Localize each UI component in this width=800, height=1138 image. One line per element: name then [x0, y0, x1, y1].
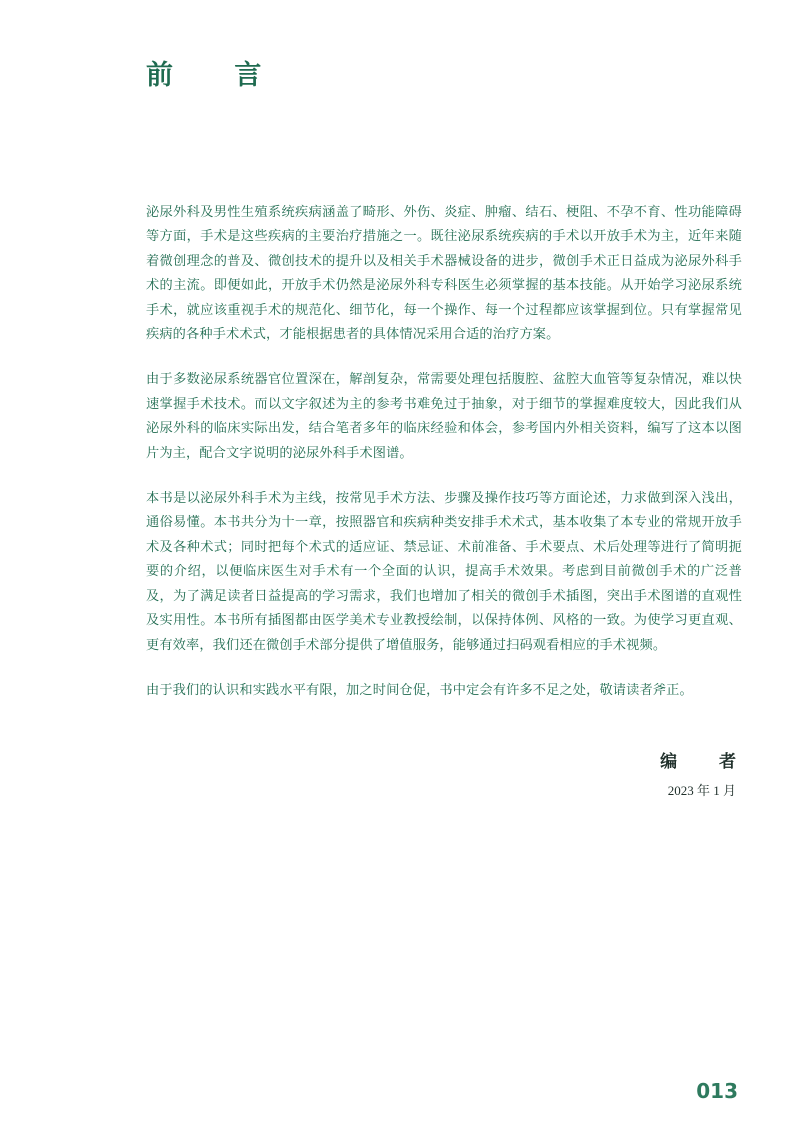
paragraph: 由于多数泌尿系统器官位置深在，解剖复杂，常需要处理包括腹腔、盆腔大血管等复杂情况，难以快速掌握手术技术。而以文字叙述为主的参考书难免过于抽象，对于细节的掌握难度较大，因此我们从泌尿外科的临床实际出发，结合笔者多年的临床经验和体会，参考国内外相关资料，编写了这本以图片为主，配合文字说明的泌尿外科手术图谱。: [146, 372, 742, 461]
paragraph: 由于我们的认识和实践水平有限，加之时间仓促，书中定会有许多不足之处，敬请读者斧正。: [146, 682, 693, 698]
author-label: 编 者: [660, 752, 754, 772]
paragraph: 本书是以泌尿外科手术为主线，按常见手术方法、步骤及操作技巧等方面论述，力求做到深入浅出，通俗易懂。本书共分为十一章，按照器官和疾病种类安排手术术式，基本收集了本专业的常规开放手术及各种术式；同时把每个术式的适应证、禁忌证、术前准备、手术要点、术后处理等进行了简明扼要的介绍，以便临床医生对手术有一个全面的认识，提高手术效果。考虑到目前微创手术的广泛普及，为了满足读者日益提高的学习需求，我们也增加了相关的微创手术插图，突出手术图谱的直观性及实用性。本书所有插图都由医学美术专业教授绘制，以保持体例、风格的一致。为使学习更直观、更有效率，我们还在微创手术部分提供了增值服务，能够通过扫码观看相应的手术视频。: [146, 491, 742, 653]
preface-body: [146, 201, 742, 703]
date-label: 2023 年 1 月: [667, 783, 736, 798]
page-number: 013: [696, 1079, 738, 1103]
paragraph: 泌尿外科及男性生殖系统疾病涵盖了畸形、外伤、炎症、肿瘤、结石、梗阻、不孕不育、性功能障碍等方面，手术是这些疾病的主要治疗措施之一。既往泌尿系统疾病的手术以开放手术为主，近年来随着微创理念的普及、微创技术的提升以及相关手术器械设备的进步，微创手术正日益成为泌尿外科手术的主流。即便如此，开放手术仍然是泌尿外科专科医生必须掌握的基本技能。从开始学习泌尿系统手术，就应该重视手术的规范化、细节化，每一个操作、每一个过程都应该掌握到位。只有掌握常见疾病的各种手术术式，才能根据患者的具体情况采用合适的治疗方案。: [146, 205, 742, 343]
signature-block: [660, 750, 754, 802]
page-title: 前 言: [146, 60, 288, 91]
